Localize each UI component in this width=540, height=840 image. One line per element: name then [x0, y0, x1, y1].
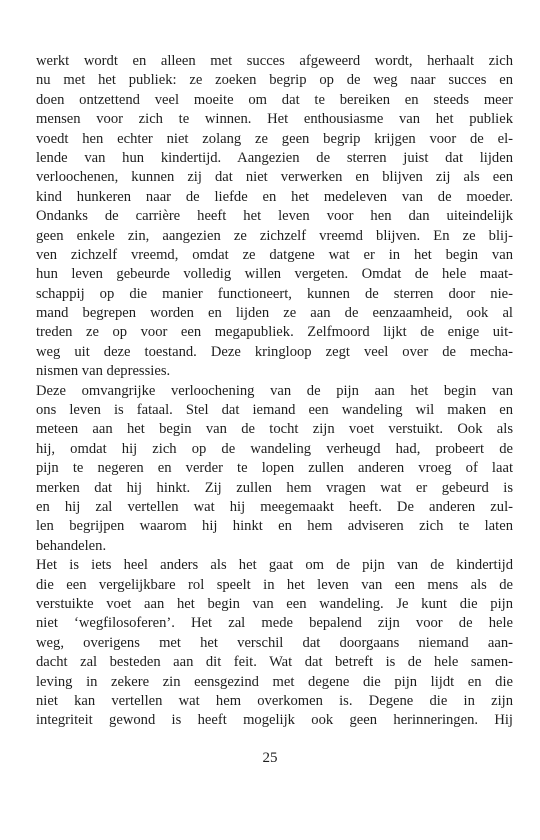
- text-line: treden ze op voor een megapubliek. Zelfmoord lijkt de enige uit-: [36, 324, 513, 341]
- text-line: verloochenen, kunnen zij dat niet verwerken en blijven zij als een: [36, 169, 513, 186]
- text-line: hun leven gebeurde volledig willen vergeten. Omdat de hele maat-: [36, 266, 513, 283]
- text-line: Deze omvangrijke verloochening van de pijn aan het begin van: [36, 382, 513, 399]
- text-line: leving in zekere zin eensgezind met degene die pijn lijdt en die: [36, 673, 513, 690]
- text-line: niet kan vertellen wat hem overkomen is. Degene die in zijn: [36, 692, 513, 709]
- text-line: en hij zal vertellen wat hij meegemaakt heeft. De anderen zul-: [36, 498, 513, 515]
- text-line: mand begrepen worden en lijden ze aan de eenzaamheid, ook al: [36, 305, 513, 322]
- text-line: ons leven is fataal. Stel dat iemand een wandeling wil maken en: [36, 402, 513, 419]
- text-line: kind hunkeren naar de liefde en het medeleven van de moeder.: [36, 188, 513, 205]
- book-page-text: [36, 52, 513, 731]
- text-line: integriteit gewond is heeft mogelijk ook geen herinneringen. Hij: [36, 712, 513, 729]
- text-line: verstuikte voet aan het begin van een wandeling. Je kunt die pijn: [36, 595, 513, 612]
- text-line: die een vergelijkbare rol speelt in het leven van een mens als de: [36, 576, 513, 593]
- text-line: weg uit deze toestand. Deze kringloop zegt veel over de mecha-: [36, 343, 513, 360]
- text-line: Het is iets heel anders als het gaat om de pijn van de kindertijd: [36, 557, 513, 574]
- text-line: behandelen.: [36, 537, 107, 554]
- paragraph-3: [36, 556, 513, 731]
- text-line: merken dat hij hinkt. Zij zullen hem vragen wat er gebeurd is: [36, 479, 513, 496]
- text-line: dacht zal besteden aan dit feit. Wat dat betreft is de hele samen-: [36, 654, 513, 671]
- text-line: lende van hun kindertijd. Aangezien de sterren juist dat lijden: [36, 149, 513, 166]
- text-line: geen enkele zin, aangezien ze zichzelf vreemd blijven. En ze blij-: [36, 227, 513, 244]
- paragraph-2: [36, 382, 513, 557]
- text-line: nismen van depressies.: [36, 363, 171, 380]
- text-line: hij, omdat hij zich op de wandeling verheugd had, probeert de: [36, 440, 513, 457]
- text-line: meteen aan het begin van de tocht zijn voet verstuikt. Ook als: [36, 421, 513, 438]
- text-line: len begrijpen waarom hij hinkt en hem adviseren zich te laten: [36, 518, 513, 535]
- text-line: Ondanks de carrière heeft het leven voor hen dan uiteindelijk: [36, 208, 513, 225]
- text-line: ven zichzelf vreemd, omdat ze datgene wat er in het begin van: [36, 246, 513, 263]
- text-line: pijn te negeren en verder te lopen zullen anderen vroeg of laat: [36, 460, 513, 477]
- page-number: 25: [262, 750, 278, 766]
- text-line: mensen voor zich te winnen. Het enthousiasme van het publiek: [36, 111, 513, 128]
- text-line: doen ontzettend veel moeite om dat te bereiken en steeds meer: [36, 91, 513, 108]
- text-line: werkt wordt en alleen met succes afgeweerd wordt, herhaalt zich: [36, 53, 513, 69]
- text-line: schappij op die manier functioneert, kunnen de sterren door nie-: [36, 285, 513, 302]
- text-line: weg, overigens met het verschil dat doorgaans niemand aan-: [36, 634, 513, 651]
- text-line: niet ‘wegfilosoferen’. Het zal mede bepalend zijn voor de hele: [36, 615, 513, 632]
- text-line: voedt hen echter niet zolang ze geen begrip krijgen voor de el-: [36, 130, 513, 147]
- paragraph-1: [36, 52, 513, 382]
- text-line: nu met het publiek: ze zoeken begrip op de weg naar succes en: [36, 72, 513, 89]
